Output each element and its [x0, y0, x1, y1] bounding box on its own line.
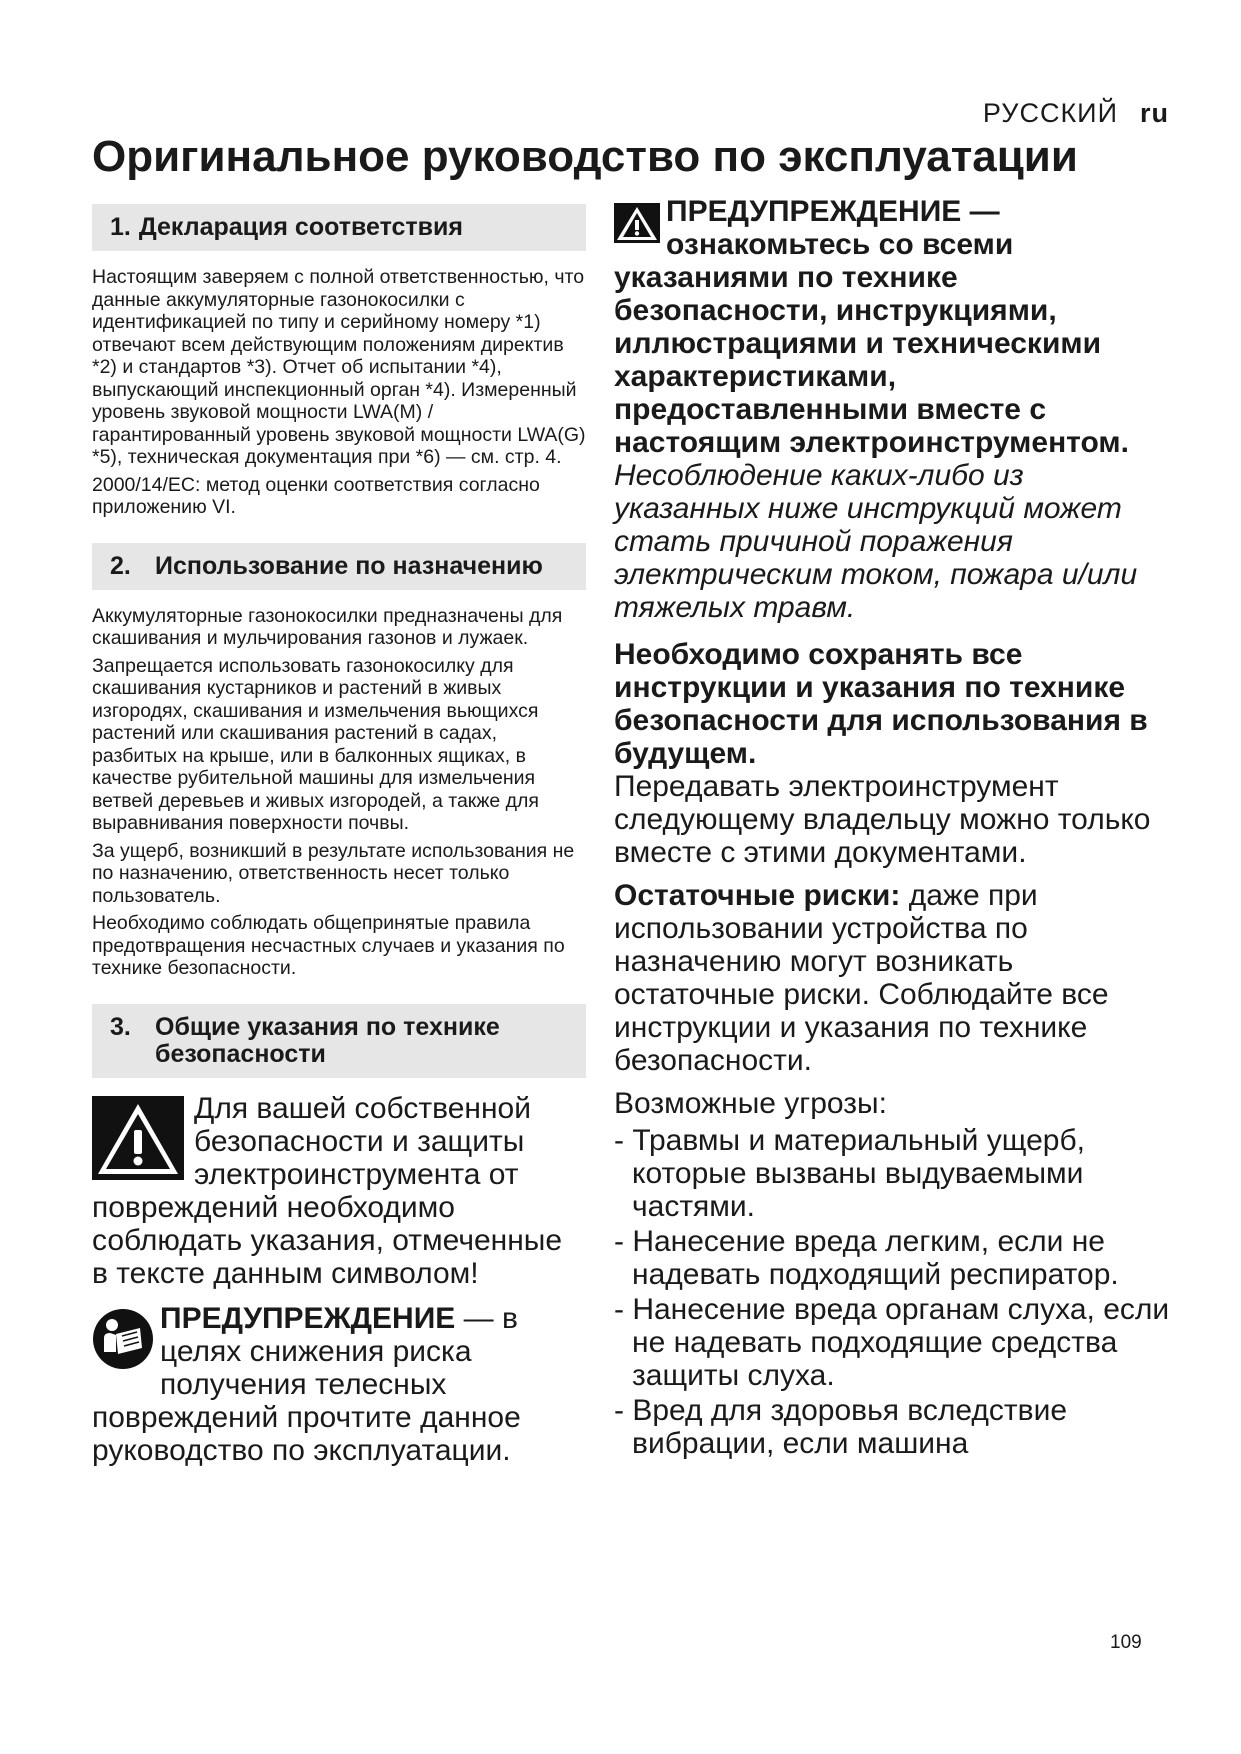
language-code: ru — [1140, 98, 1169, 128]
prohibited-use-paragraph: Запрещается использовать газонокосилку для скашивания кустарников и растений в живых изгородях, скашивания и измельчения вьющихся растений или скашивания растений в садах, разбитых на крыше, или в балконных ящиках, в качестве рубительной машины для измельчения ветвей деревьев и живых изгородей, а также для выравнивания поверхности почвы. — [92, 654, 539, 834]
read-manual-warning-label: ПРЕДУПРЕЖДЕНИЕ — [160, 1301, 456, 1335]
hazards-title: Возможные угрозы: — [614, 1087, 887, 1120]
page-title: Оригинальное руководство по эксплуатации — [92, 132, 1078, 181]
liability-paragraph: За ущерб, возникший в результате использования не по назначению, ответственность несет только пользователь. — [92, 839, 575, 907]
residual-risks-text: даже при использовании устройства по назначению могут возникать остаточные риски. Соблюдайте все инструкции и указания по технике безопасности. — [614, 879, 1109, 1077]
section-1-heading — [92, 204, 586, 251]
section-1-title: Декларация соответствия — [138, 213, 463, 241]
section-3-heading — [92, 1004, 586, 1078]
conformity-paragraph: 2000/14/EC: метод оценки соответствия согласно приложению VI. — [92, 473, 540, 518]
accident-rules-paragraph: Необходимо соблюдать общепринятые правила предотвращения несчастных случаев и указания по технике безопасности. — [92, 912, 565, 979]
warning-triangle-icon — [92, 1096, 184, 1180]
intended-use-paragraph: Аккумуляторные газонокосилки предназначены для скашивания и мульчирования газонов и лужаек. — [92, 604, 563, 649]
hazard-item: - Нанесение вреда органам слуха, если не надевать подходящие средства защиты слуха. — [614, 1293, 1170, 1392]
right-column — [614, 195, 1174, 1462]
section-3-title: Общие указания по технике безопасности — [155, 1012, 500, 1068]
symbol-note-text: Для вашей собственной безопасности и защиты электроинструмента от повреждений необходимо соблюдать указания, отмеченные в тексте данным символом! — [92, 1091, 563, 1290]
section-2-number: 2. — [110, 551, 131, 580]
section-1-body — [92, 266, 586, 519]
declaration-paragraph: Настоящим заверяем с полной ответственностью, что данные аккумуляторные газонокосилки с идентификацией по типу и серийному номеру *1) отвечают всем действующим положениям директив *2) и стандартов *3). Отчет об испытании *4), выпускающий инспекционный орган *4). Измеренный уровень звуковой мощности LWA(M) / гарантированный уровень звуковой мощности LWA(G) *5), техническая документация при *6) — см. стр. 4. — [92, 266, 586, 468]
read-manual-icon — [92, 1308, 154, 1370]
general-warning-body: — ознакомьтесь со всеми указаниями по технике безопасности, инструкциями, иллюстрациями и техническими характеристиками, предоставленными вместе с настоящим электроинструментом. — [614, 195, 1129, 459]
hazard-item: - Травмы и материальный ущерб, которые вызваны выдуваемыми частями. — [614, 1124, 1086, 1223]
read-manual-text — [92, 1302, 586, 1467]
section-2-body — [92, 605, 586, 980]
symbol-note-block — [92, 1092, 586, 1290]
language-name: РУССКИЙ — [982, 98, 1118, 128]
hazards-list — [614, 1124, 1174, 1460]
keep-instructions-heading: Необходимо сохранять все инструкции и указания по технике безопасности для использования в будущем. — [614, 638, 1148, 770]
residual-risks-label: Остаточные риски: — [614, 879, 901, 912]
warning-triangle-small-icon — [614, 203, 660, 243]
read-manual-block — [92, 1302, 586, 1467]
section-3-number: 3. — [110, 1012, 131, 1041]
hazard-item: - Нанесение вреда легким, если не надевать подходящий респиратор. — [614, 1225, 1119, 1291]
non-compliance-warning: Несоблюдение каких-либо из указанных ниже инструкций может стать причиной поражения электрическим током, пожара и/или тяжелых травм. — [614, 459, 1138, 624]
section-2-title: Использование по назначению — [155, 551, 543, 580]
keep-instructions-text: Передавать электроинструмент следующему владельцу можно только вместе с этими документами. — [614, 770, 1151, 869]
general-warning-text — [614, 195, 1174, 459]
left-column — [92, 204, 586, 1467]
general-warning-block — [614, 195, 1174, 459]
language-header — [983, 98, 1169, 129]
hazard-item: - Вред для здоровья вследствие вибрации, если машина — [614, 1394, 1068, 1460]
read-manual-warning-body: — в целях снижения риска получения телесных повреждений прочтите данное руководство по эксплуатации. — [92, 1301, 521, 1467]
general-warning-label: ПРЕДУПРЕЖДЕНИЕ — [666, 195, 962, 228]
section-2-heading — [92, 543, 586, 590]
residual-risks-paragraph — [614, 879, 1174, 1077]
section-1-number: 1. — [110, 213, 131, 241]
page-number: 109 — [1110, 1632, 1142, 1653]
